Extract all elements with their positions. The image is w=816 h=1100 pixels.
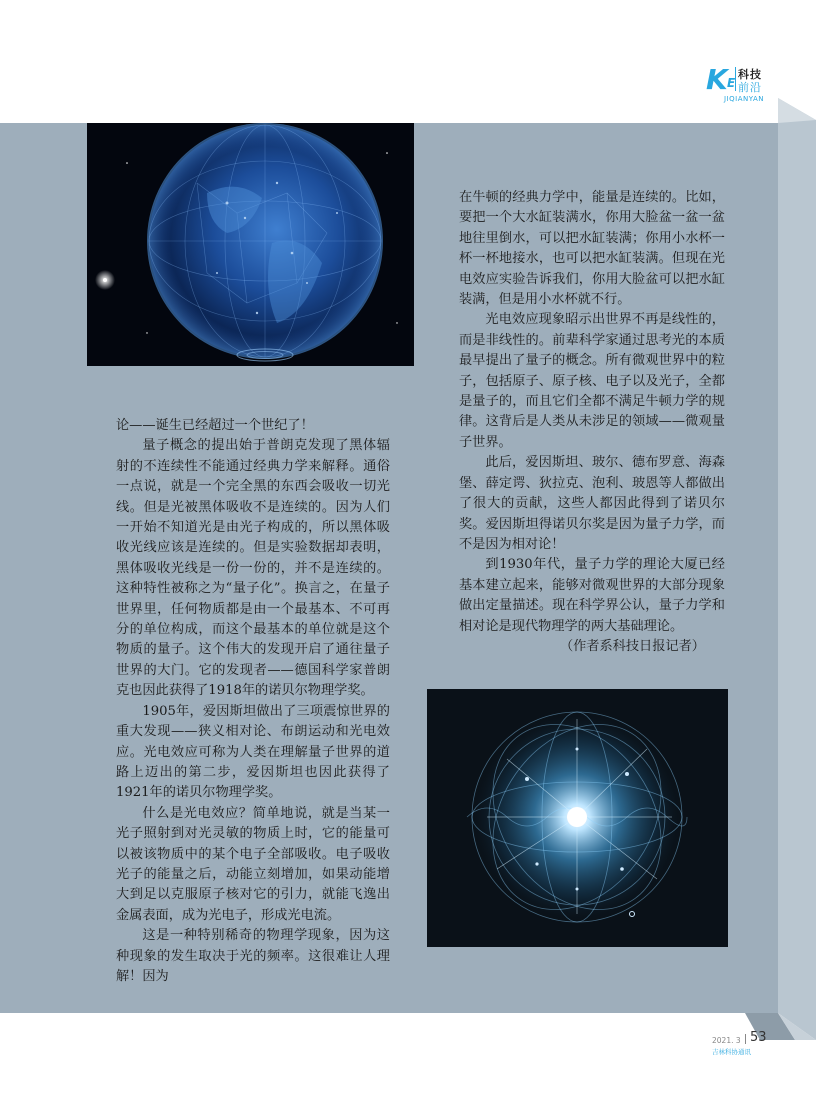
paragraph: 在牛顿的经典力学中，能量是连续的。比如，要把一个大水缸装满水，你用大脸盆一盆一盆地往里倒水，可以把水缸装满；你用小水杯一杯一杯地接水，也可以把水缸装满。但现在光电效应实验告诉我们，你用大脸盆可以把水缸装满，但是用小水杯就不行。 bbox=[459, 190, 725, 308]
issue-date: 2021. 3 bbox=[712, 1036, 741, 1045]
earth-network-image bbox=[87, 123, 414, 366]
page-number: 53 bbox=[750, 1030, 767, 1045]
logo-title-bottom: 前沿 bbox=[738, 81, 762, 94]
magazine-name: 吉林科协通讯 bbox=[712, 1048, 751, 1056]
logo-pinyin: JIQIANYAN bbox=[724, 95, 764, 103]
paragraph: 1905年，爱因斯坦做出了三项震惊世界的重大发现——狭义相对论、布朗运动和光电效应。光电效应可称为人类在理解量子世界的道路上迈出的第二步，爱因斯坦也因此获得了1921年的诺贝尔物理学奖。 bbox=[116, 703, 390, 801]
logo-divider bbox=[735, 67, 736, 91]
quantum-sphere-image bbox=[427, 689, 728, 947]
article-left-column bbox=[116, 416, 390, 987]
logo-letter-e: E bbox=[727, 76, 736, 90]
section-logo bbox=[706, 63, 776, 106]
logo-title-top: 科技 bbox=[738, 68, 762, 81]
paragraph: 此后，爱因斯坦、玻尔、德布罗意、海森堡、薛定谔、狄拉克、泡利、玻恩等人都做出了很大的贡献，这些人都因此得到了诺贝尔奖。爱因斯坦得诺贝尔奖是因为量子力学，而不是因为相对论！ bbox=[459, 455, 725, 552]
article-right-column bbox=[459, 188, 725, 657]
author-byline: （作者系科技日报记者） bbox=[559, 638, 705, 654]
paragraph: 论——诞生已经超过一个世纪了！ bbox=[116, 418, 314, 433]
paragraph: 什么是光电效应？简单地说，就是当某一光子照射到对光灵敏的物质上时，它的能量可以被该物质中的某个电子全部吸收。电子吸收光子的能量之后，动能立刻增加，如果动能增大到足以克服原子核对它的引力，就能飞逸出金属表面，成为光电子，形成光电流。 bbox=[116, 805, 390, 923]
folio-divider bbox=[745, 1034, 746, 1044]
logo-letter-k: K bbox=[706, 63, 728, 96]
paragraph: 量子概念的提出始于普朗克发现了黑体辐射的不连续性不能通过经典力学来解释。通俗一点说，就是一个完全黑的东西会吸收一切光线。但是光被黑体吸收不是连续的。因为人们一开始不知道光是由光子构成的，所以黑体吸收光线应该是连续的。但是实验数据却表明，黑体吸收光线是一份一份的，并不是连续的。这种特性被称之为“量子化”。换言之，在量子世界里，任何物质都是由一个最基本、不可再分的单位构成，而这个最基本的单位就是这个物质的量子。这个伟大的发现开启了通往量子世界的大门。它的发现者——德国科学家普朗克也因此获得了1918年的诺贝尔物理学奖。 bbox=[116, 438, 390, 699]
paragraph: 到1930年代，量子力学的理论大厦已经基本建立起来，能够对微观世界的大部分现象做出定量描述。现在科学界公认，量子力学和相对论是现代物理学的两大基础理论。 bbox=[459, 557, 725, 634]
paragraph: 这是一种特别稀奇的物理学现象，因为这种现象的发生取决于光的频率。这很难让人理解！因为 bbox=[116, 928, 390, 984]
paragraph: 光电效应现象昭示出世界不再是线性的，而是非线性的。前辈科学家通过思考光的本质最早提出了量子的概念。所有微观世界中的粒子，包括原子、原子核、电子以及光子，全都是量子的，而且它们全都不满足牛顿力学的规律。这背后是人类从未涉足的领域——微观量子世界。 bbox=[459, 312, 725, 450]
